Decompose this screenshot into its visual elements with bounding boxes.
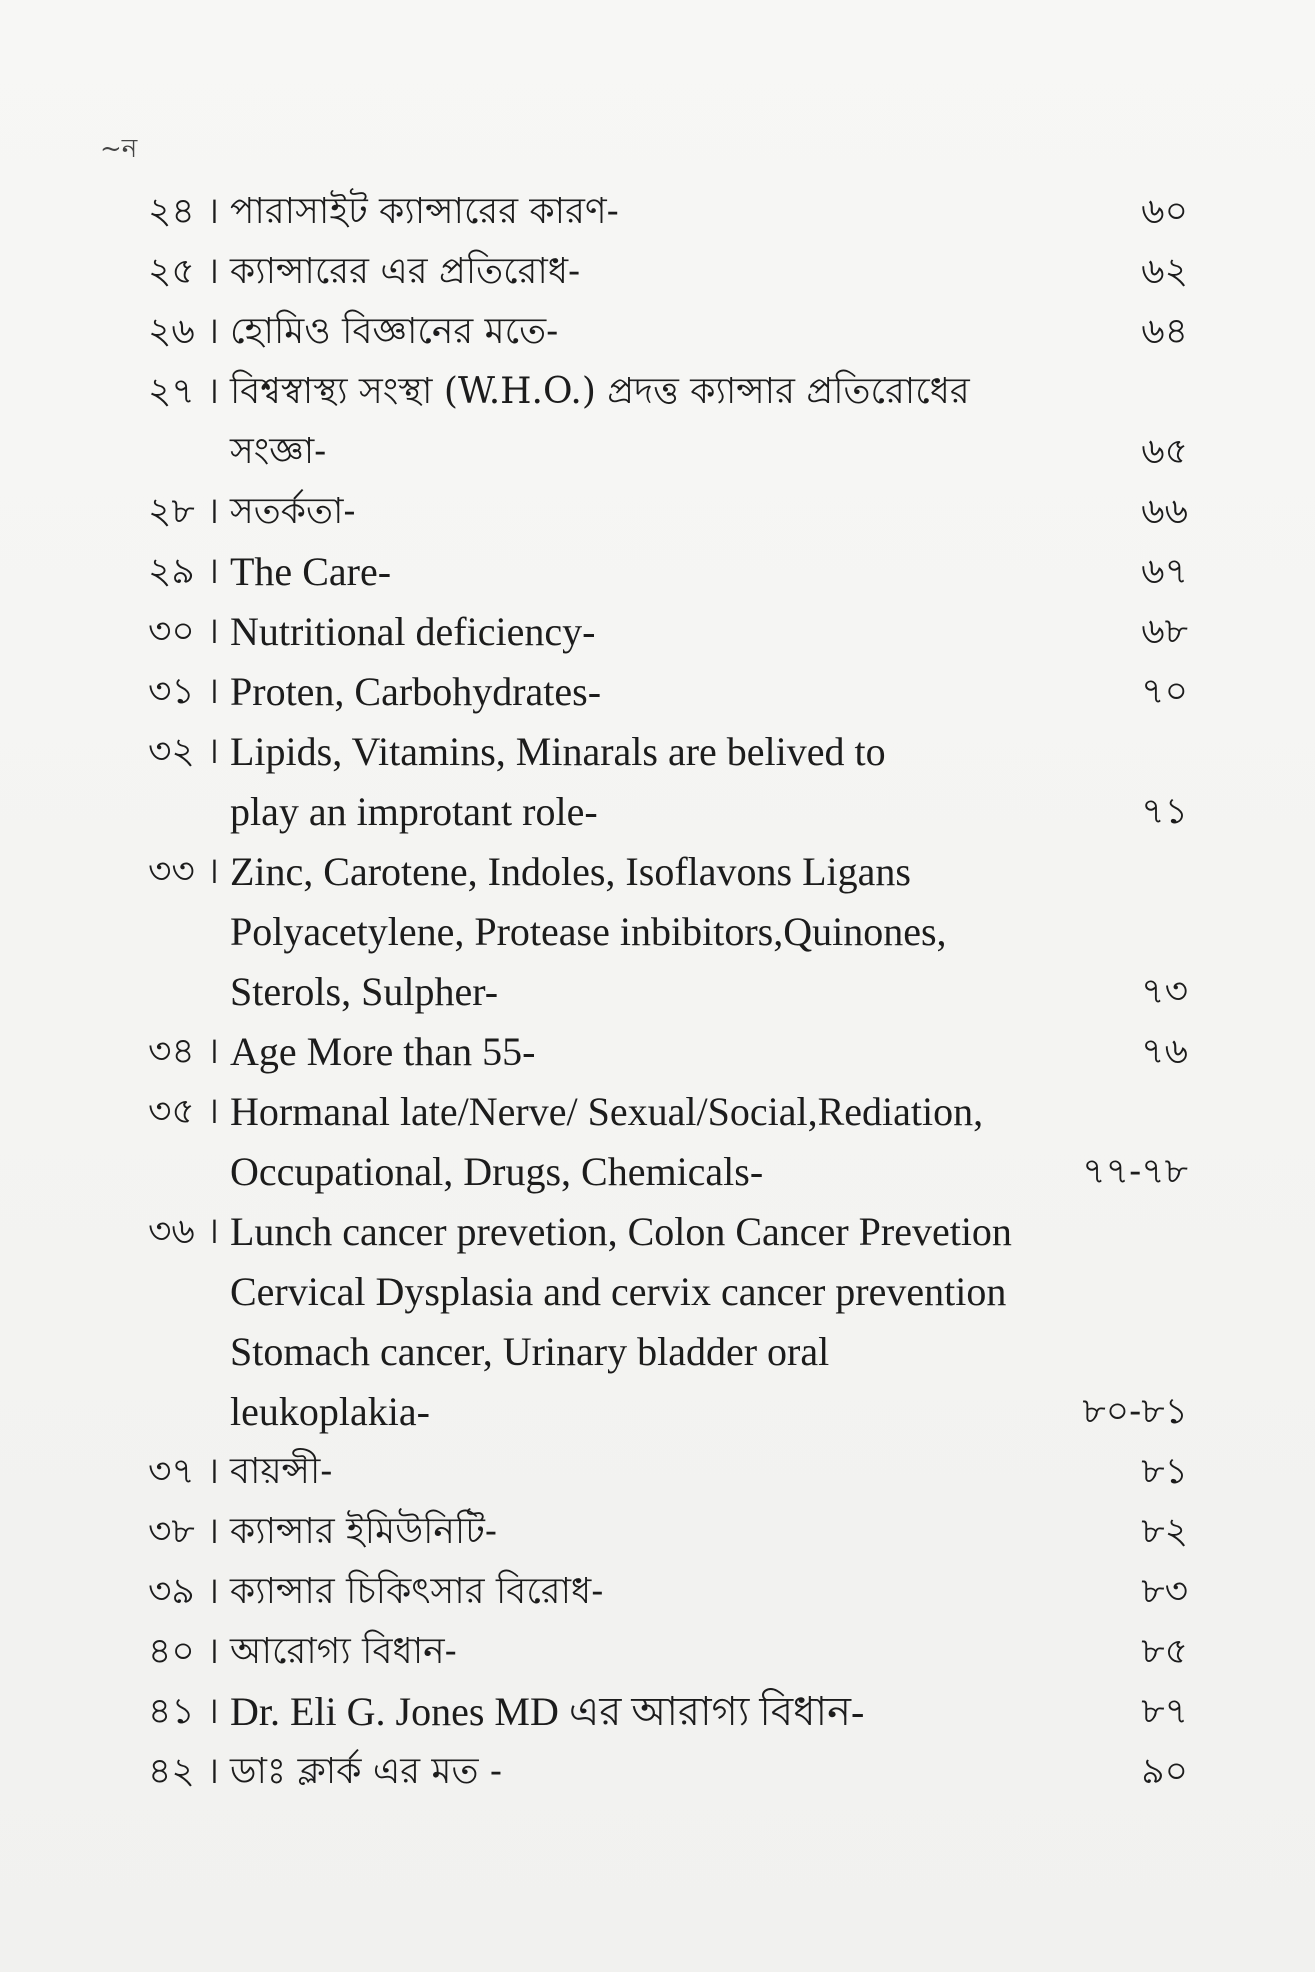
table-of-contents [148, 182, 1188, 1802]
toc-entry-number: ৪১ । [148, 1691, 220, 1732]
toc-entry [148, 722, 1188, 842]
toc-entry-title-line: Nutritional deficiency- [230, 609, 596, 654]
toc-entry-title [230, 1682, 1038, 1742]
toc-entry-title [230, 722, 1038, 842]
toc-entry-title-line: বায়ন্সী- [230, 1451, 333, 1492]
toc-entry-title-line: ক্যান্সার চিকিৎসার বিরোধ- [230, 1571, 604, 1612]
toc-entry [148, 1022, 1188, 1082]
toc-entry-title-line: leukoplakia- [230, 1389, 430, 1434]
toc-entry-title-line: Cervical Dysplasia and cervix cancer prevention [230, 1269, 1007, 1314]
toc-entry-title-line: বিশ্বস্বাস্থ্য সংস্থা (W.H.O.) প্রদত্ত ক্যান্সার প্রতিরোধের [230, 371, 970, 412]
toc-entry-title [230, 1022, 1038, 1082]
toc-entry-title-line: ডাঃ ক্লার্ক এর মত - [230, 1751, 503, 1792]
toc-entry-page-number: ৭১ [1141, 791, 1188, 832]
toc-entry [148, 602, 1188, 662]
toc-entry-page-number: ৬৭ [1141, 551, 1188, 592]
toc-entry-title-line: Stomach cancer, Urinary bladder oral [230, 1329, 830, 1374]
toc-entry-page-number: ৮৫ [1141, 1631, 1188, 1672]
toc-entry-title-line: play an improtant role- [230, 789, 598, 834]
toc-entry-title-line: আরোগ্য বিধান- [230, 1631, 457, 1672]
page-corner-mark: ~ন [100, 134, 138, 164]
toc-entry-number: ৩৭ । [148, 1451, 220, 1492]
toc-entry-title-line: হোমিও বিজ্ঞানের মতে- [230, 311, 559, 352]
toc-entry-title [230, 242, 1038, 302]
toc-entry-number: ২৯ । [148, 551, 220, 592]
toc-entry-number: ৪০ । [148, 1631, 220, 1672]
toc-entry-title-line: পারাসাইট ক্যান্সারের কারণ- [230, 191, 619, 232]
toc-entry [148, 362, 1188, 482]
toc-entry [148, 1562, 1188, 1622]
toc-entry-page-number: ৮০-৮১ [1082, 1391, 1188, 1432]
toc-entry-number: ২৬ । [148, 311, 220, 352]
toc-entry [148, 662, 1188, 722]
toc-entry-number: ২৪ । [148, 191, 220, 232]
toc-entry [148, 482, 1188, 542]
toc-entry [148, 1082, 1188, 1202]
toc-entry-number: ৩৩ । [148, 851, 220, 892]
toc-entry-title [230, 1202, 1038, 1442]
toc-entry [148, 302, 1188, 362]
toc-entry-number: ২৭ । [148, 371, 220, 412]
toc-entry-title [230, 182, 1038, 242]
toc-entry-number: ২৫ । [148, 251, 220, 292]
toc-entry-number: ৩৮ । [148, 1511, 220, 1552]
toc-entry-page-number: ৮২ [1141, 1511, 1188, 1552]
toc-entry-number: ৪২ । [148, 1751, 220, 1792]
toc-entry-page-number: ৯০ [1141, 1751, 1188, 1792]
toc-entry-title-line: Polyacetylene, Protease inbibitors,Quinones, [230, 909, 947, 954]
toc-entry-title [230, 1622, 1038, 1682]
toc-entry-title-line: Zinc, Carotene, Indoles, Isoflavons Ligans [230, 849, 911, 894]
toc-entry-page-number: ৬০ [1141, 191, 1188, 232]
toc-entry-title [230, 1442, 1038, 1502]
toc-entry-number: ৩৫ । [148, 1091, 220, 1132]
toc-entry [148, 1502, 1188, 1562]
toc-entry-title [230, 482, 1038, 542]
toc-entry-title-line: Hormanal late/Nerve/ Sexual/Social,Rediation, [230, 1089, 984, 1134]
toc-entry-number: ২৮ । [148, 491, 220, 532]
toc-entry-page-number: ৮১ [1141, 1451, 1188, 1492]
toc-entry [148, 242, 1188, 302]
toc-entry [148, 1202, 1188, 1442]
toc-entry-title [230, 302, 1038, 362]
toc-entry-title-line: The Care- [230, 549, 392, 594]
toc-entry-title-line: Lipids, Vitamins, Minarals are belived to [230, 729, 886, 774]
toc-entry [148, 1682, 1188, 1742]
toc-entry-page-number: ৬৫ [1141, 431, 1188, 472]
toc-entry-title-line: সংজ্ঞা- [230, 431, 327, 472]
toc-entry-title-line: সতর্কতা- [230, 491, 356, 532]
toc-entry [148, 182, 1188, 242]
toc-entry-title-line: Dr. Eli G. Jones MD এর আরাগ্য বিধান- [230, 1689, 865, 1734]
toc-entry-number: ৩০ । [148, 611, 220, 652]
toc-entry-page-number: ৬৮ [1141, 611, 1188, 652]
toc-entry [148, 842, 1188, 1022]
toc-entry-page-number: ৭৭-৭৮ [1082, 1151, 1188, 1192]
toc-entry-page-number: ৬৪ [1141, 311, 1188, 352]
toc-entry-title [230, 662, 1038, 722]
toc-entry-title [230, 542, 1038, 602]
toc-entry [148, 542, 1188, 602]
toc-entry-title-line: ক্যান্সারের এর প্রতিরোধ- [230, 251, 581, 292]
toc-entry-title-line: Occupational, Drugs, Chemicals- [230, 1149, 764, 1194]
toc-entry [148, 1742, 1188, 1802]
toc-entry-title [230, 1742, 1038, 1802]
toc-entry-page-number: ৮৩ [1141, 1571, 1188, 1612]
toc-entry-title-line: ক্যান্সার ইমিউনিটি- [230, 1511, 497, 1552]
toc-entry-title [230, 1562, 1038, 1622]
toc-entry-title [230, 1082, 1038, 1202]
toc-entry [148, 1442, 1188, 1502]
toc-entry-title-line: Lunch cancer prevetion, Colon Cancer Prevetion [230, 1209, 1012, 1254]
toc-entry-number: ৩৬ । [148, 1211, 220, 1252]
toc-entry-number: ৩১ । [148, 671, 220, 712]
toc-entry-title [230, 362, 1038, 482]
toc-entry-page-number: ৮৭ [1141, 1691, 1188, 1732]
toc-entry-page-number: ৭৬ [1141, 1031, 1188, 1072]
toc-entry-page-number: ৭৩ [1141, 971, 1188, 1012]
toc-entry-number: ৩৯ । [148, 1571, 220, 1612]
toc-entry [148, 1622, 1188, 1682]
toc-entry-number: ৩২ । [148, 731, 220, 772]
toc-entry-page-number: ৭০ [1141, 671, 1188, 712]
toc-entry-title [230, 1502, 1038, 1562]
toc-entry-title [230, 842, 1038, 1022]
toc-entry-title-line: Proten, Carbohydrates- [230, 669, 602, 714]
toc-entry-title-line: Age More than 55- [230, 1029, 536, 1074]
toc-entry-page-number: ৬২ [1141, 251, 1188, 292]
toc-entry-title [230, 602, 1038, 662]
toc-entry-page-number: ৬৬ [1141, 491, 1188, 532]
toc-entry-number: ৩৪ । [148, 1031, 220, 1072]
toc-entry-title-line: Sterols, Sulpher- [230, 969, 499, 1014]
